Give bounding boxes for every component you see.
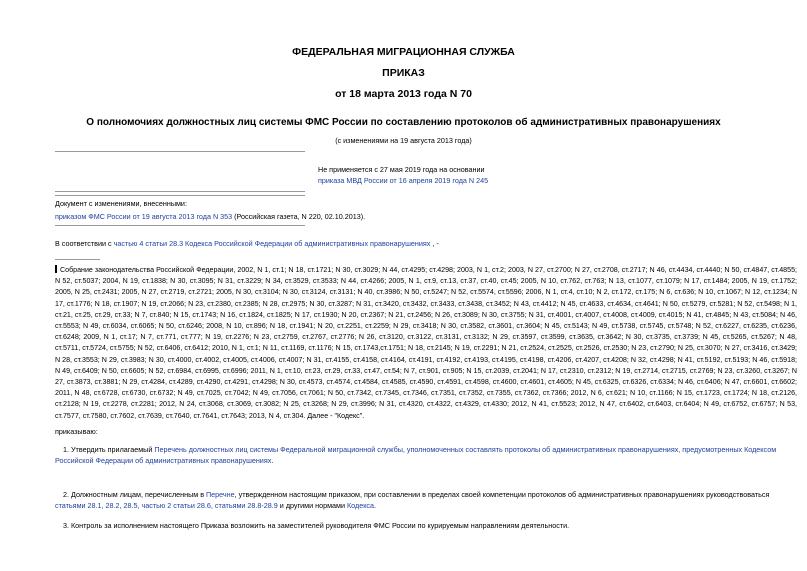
item-1 <box>55 445 797 467</box>
separator-line <box>55 225 305 226</box>
item-2-mid2: и другими нормами <box>277 500 347 510</box>
separator-line <box>55 151 305 152</box>
preamble <box>55 239 439 250</box>
doc-date-number: от 18 марта 2013 года N 70 <box>335 88 472 100</box>
changes-source: (Российская газета, N 220, 02.10.2013). <box>232 211 366 221</box>
notice-block <box>318 165 488 186</box>
notice-link[interactable]: приказа МВД России от 16 апреля 2019 года N 245 <box>318 175 489 185</box>
footnote <box>55 265 797 422</box>
order-word: приказываю: <box>55 427 98 436</box>
item-1-link[interactable]: Перечень должностных лиц системы Федеральной миграционной службы, уполномоченных составлять протоколы об административных правонарушениях, предусмотренных Кодексом Российской Федерации об административных правонарушениях <box>55 445 777 465</box>
footnote-rule <box>55 259 100 260</box>
item-2-link-code[interactable]: Кодекса <box>346 500 375 510</box>
footnote-marker <box>55 265 57 273</box>
separator-line <box>55 195 305 196</box>
doc-title: О полномочиях должностных лиц системы ФМС России по составлению протоколов об административных правонарушениях <box>86 117 721 128</box>
footnote-text: Собрание законодательства Российской Федерации, 2002, N 1, ст.1; N 18, ст.1721; N 30, ст.3029; N 44, ст.4295; ст.4298; 2003, N 1, ст.2; 2003, N 27, ст.2700; N 27, ст.2708, ст.2717; N 46, ст.4434, ст.4440; N 50, ст.4847, ст.4855; N 52, ст.5037; 2004, N 19, ст.1838; N 30, ст.3095; N 31, ст.3229; N 34, ст.3529, ст.3533; N 44, ст.4266; 2005, N 1, ст.9, ст.13, ст.37, ст.40, ст.45; 2005, N 10, ст.762, ст.763; N 13, ст.1077, ст.1079; N 17, ст.1484; 2005, N 19, ст.1752; 2005, N 25, ст.2431; 2005, N 27, ст.2719, ст.2721; 2005, N 30, ст.3104; N 30, ст.3124, ст.3131; N 40, ст.3986; N 50, ст.5247; N 52, ст.5574, ст.5596; 2006, N 1, ст.4, ст.10; N 2, ст.172, ст.175; N 6, ст.636; N 10, ст.1067; N 12, ст.1234; N 17, ст.1776; N 18, ст.1907; N 19, ст.2066; N 23, ст.2380, ст.2385; N 28, ст.2975; N 30, ст.3287; N 31, ст.3420, ст.3432, ст.3433, ст.3438, ст.3452; N 43, ст.4412; N 45, ст.4633, ст.4634, ст.4641; N 50, ст.5279, ст.5281; N 52, ст.5498; N 1, ст.21, ст.25, ст.29, ст.33; N 7, ст.840; N 15, ст.1743; N 16, ст.1824, ст.1825; N 17, ст.1930; N 20, ст.2367; N 21, ст.2456; N 26, ст.3089; N 30, ст.3755; N 31, ст.4001, ст.4007, ст.4008, ст.4009, ст.4015; N 41, ст.4845; N 43, ст.5084; N 46, ст.5553; N 49, ст.6034, ст.6065; N 50, ст.6246; 2008, N 10, ст.896; N 18, ст.1941; N 20, ст.2251, ст.2259; N 29, ст.3418; N 30, ст.3582, ст.3601, ст.3604; N 45, ст.5143; N 49, ст.5738, ст.5745, ст.5748; N 52, ст.6227, ст.6235, ст.6236, ст.6248; 2009, N 1, ст.17; N 7, ст.771, ст.777; N 19, ст.2276; N 23, ст.2759, ст.2767, ст.2776; N 26, ст.3120, ст.3122, ст.3131, ст.3132; N 29, ст.3597, ст.3599, ст.3635, ст.3642; N 30, ст.3735, ст.3739; N 45, ст.5265, ст.5267; N 48, ст.5711, ст.5724, ст.5755; N 52, ст.6406, ст.6412; 2010, N 1, ст.1; N 11, ст.1169, ст.1176; N 15, ст.1743,ст.1751; N 18, ст.2145; N 19, ст.2291; N 21, ст.2524, ст.2525, ст.2526, ст.2530; N 23, ст.2790; N 25, ст.3070; N 27, ст.3416, ст.3429; N 28, ст.3553; N 29, ст.3983; N 30, ст.4000, ст.4002, ст.4005, ст.4006, ст.4007; N 31, ст.4155, ст.4158, ст.4164, ст.4191, ст.4192, ст.4193, ст.4195, ст.4198, ст.4206, ст.4207, ст.4208; N 32, ст.4298; N 41, ст.5192, ст.5193; N 46, ст.5918; N 49, ст.6409; N 50, ст.6605; N 52, ст.6984, ст.6995, ст.6996; 2011, N 1, ст.10, ст.23, ст.29, ст.33, ст.47, ст.54; N 7, ст.901, ст.905; N 15, ст.2039, ст.2041; N 17, ст.2310, ст.2312; N 19, ст.2714, ст.2715, ст.2769; N 23, ст.3260, ст.3267; N 27, ст.3873, ст.3881; N 29, ст.4284, ст.4289, ст.4290, ст.4291, ст.4298; N 30, ст.4573, ст.4574, ст.4584, ст.4585, ст.4590, ст.4591, ст.4598, ст.4600, ст.4601, ст.4605; N 45, ст.6325, ст.6326, ст.6334; N 46, ст.6406; N 47, ст.6601, ст.6602; 2011, N 48, ст.6728, ст.6730, ст.6732; N 49, ст.7025, ст.7042; N 49, ст.7056, ст.7061; N 50, ст.7342, ст.7345, ст.7346, ст.7351, ст.7352, ст.7355, ст.7362, ст.7366; 2012, N 6, ст.621; N 10, ст.1166; N 15, ст.1723, ст.1724; N 18, ст.2126, ст.2128; N 19, ст.2278, ст.2281; 2012, N 24, ст.3068, ст.3069, ст.3082; N 25, ст.3268; N 29, ст.3996; N 31, ст.4320, ст.4322, ст.4329, ст.4330; 2012, N 41, ст.5523; 2012, N 47, ст.6402, ст.6403, ст.6404; N 49, ст.6752, ст.6757; N 53, ст.7577, ст.7580, ст.7602, ст.7639, ст.7640, ст.7641, ст.7643; 2013, N 4, ст.304. Далее - "Кодекс". <box>55 266 797 420</box>
item-2-link-perechen[interactable]: Перечне <box>206 490 235 499</box>
amendment-note: (с изменениями на 19 августа 2013 года) <box>335 136 472 145</box>
item-2 <box>55 490 797 512</box>
item-2-suffix: . <box>374 500 377 510</box>
changes-block <box>55 199 365 222</box>
item-2-prefix: 2. Должностным лицам, перечисленным в <box>63 490 207 499</box>
separator-line <box>55 191 305 192</box>
notice-text: Не применяется с 27 мая 2019 года на основании <box>318 165 485 174</box>
changes-intro: Документ с изменениями, внесенными: <box>55 199 187 208</box>
changes-link[interactable]: приказом ФМС России от 19 августа 2013 года N 353 <box>55 211 233 221</box>
item-1-suffix: . <box>271 455 274 465</box>
agency-name: ФЕДЕРАЛЬНАЯ МИГРАЦИОННАЯ СЛУЖБА <box>292 46 515 58</box>
item-2-link-articles[interactable]: статьями 28.1, 28.2, 28.5, частью 2 статьи 28.6, статьями 28.8-28.9 <box>55 500 278 510</box>
preamble-code-link[interactable]: частью 4 статьи 28.3 Кодекса Российской Федерации об административных правонарушениях <box>113 239 431 248</box>
preamble-suffix: , - <box>430 239 439 248</box>
item-1-prefix: 1. Утвердить прилагаемый <box>63 445 155 454</box>
item-2-mid1: , утвержденном настоящим приказом, при составлении в пределах своей компетенции протоколов об административных правонарушениях руководствоваться <box>234 490 770 499</box>
item-3: 3. Контроль за исполнением настоящего Приказа возложить на заместителей руководителя ФМС России по курируемым направлениям деятельности. <box>63 521 570 530</box>
preamble-prefix: В соответствии с <box>55 239 114 248</box>
doc-type: ПРИКАЗ <box>382 67 425 79</box>
